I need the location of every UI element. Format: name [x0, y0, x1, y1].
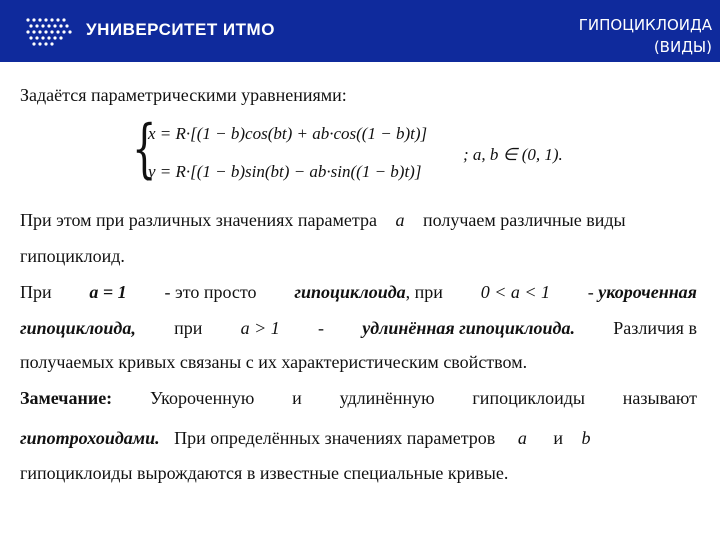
p2-pri: При: [20, 282, 52, 302]
note-line2: [20, 428, 590, 449]
note-line3: гипоциклоиды вырождаются в известные специальные кривые.: [20, 463, 509, 483]
p6-and: и: [553, 428, 563, 448]
p6-var-a: a: [517, 428, 527, 448]
parametric-equations: [132, 112, 462, 192]
p2-cond-range: 0 < a < 1: [480, 282, 551, 302]
p6-var-b: b: [581, 428, 591, 448]
note-word-2: и: [292, 388, 302, 408]
note-word-1: Укороченную: [150, 388, 255, 408]
p3-dash: -: [318, 318, 325, 338]
intro-text: Задаётся параметрическими уравнениями:: [20, 85, 347, 105]
paragraph-1-line2: гипоциклоид.: [20, 246, 125, 266]
p1-var-a: a: [395, 210, 405, 230]
equation-y: y = R·[(1 − b)sin(bt) − ab·sin((1 − b)t)]: [148, 162, 422, 181]
note-word-3: удлинённую: [339, 388, 435, 408]
p3-term-elongated: удлинённая гипоциклоида.: [362, 318, 575, 338]
p6-term-hypotrochoids: гипотрохоидами.: [20, 428, 160, 448]
note-line1: [20, 388, 697, 409]
p6-text: При определённых значениях параметров: [174, 428, 496, 448]
paragraph-2-line3: получаемых кривых связаны с их характеристическим свойством.: [20, 352, 528, 372]
system-brace: {: [132, 112, 157, 186]
p3-term-hypocycloid: гипоциклоида,: [20, 318, 136, 338]
equation-x: x = R·[(1 − b)cos(bt) + ab·cos((1 − b)t)]: [148, 124, 428, 143]
slide-title-line2: (ВИДЫ): [653, 38, 712, 56]
note-word-5: называют: [622, 388, 697, 408]
p2-term-hypocycloid: гипоциклоида: [294, 282, 406, 302]
p1-text-b: получаем различные виды: [422, 210, 626, 230]
note-word-4: гипоциклоиды: [472, 388, 585, 408]
p3-pri: при: [174, 318, 203, 338]
note-label: Замечание:: [20, 388, 113, 408]
p3-tail: Различия в: [613, 318, 697, 338]
slide-header: [0, 0, 720, 62]
parameter-domain: ; a, b ∈ (0, 1).: [463, 145, 563, 164]
paragraph-1-line1: [20, 210, 626, 231]
paragraph-2-line2: [20, 318, 697, 339]
p2-mid: - это просто: [164, 282, 257, 302]
slide-title-line1: ГИПОЦИКЛОИДА: [578, 16, 712, 34]
university-logo-text: УНИВЕРСИТЕТ ИТМО: [86, 20, 275, 39]
itmo-logo-icon: [24, 14, 76, 46]
p2-term-shortened: укороченная: [598, 282, 697, 302]
p2-pri2: , при: [405, 282, 443, 302]
p3-cond-a-gt-1: a > 1: [240, 318, 280, 338]
paragraph-2-line1: [20, 282, 697, 303]
p1-text-a: При этом при различных значениях параметра: [20, 210, 377, 230]
p2-dash: -: [587, 282, 594, 302]
slide-title: [579, 14, 712, 58]
p2-cond-a-eq-1: a = 1: [89, 282, 127, 302]
